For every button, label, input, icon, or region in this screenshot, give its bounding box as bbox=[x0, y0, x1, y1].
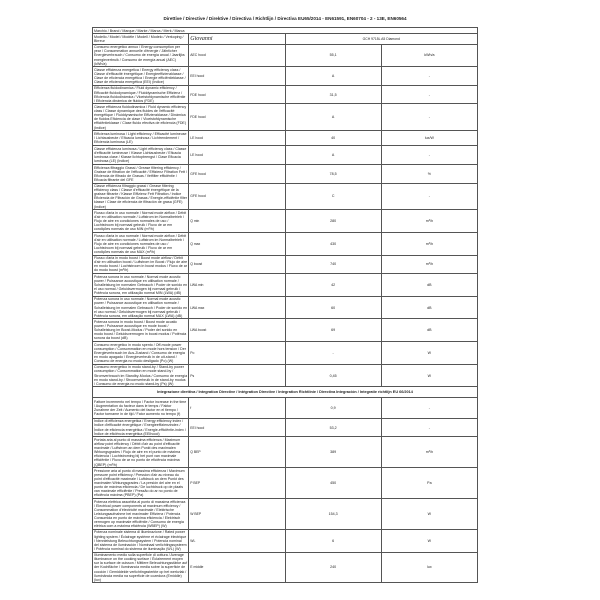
spec-unit: lux/W bbox=[381, 131, 477, 146]
spec-value: 0,45 bbox=[285, 364, 381, 387]
spec-value: 6 bbox=[285, 529, 381, 552]
spec-description: Consumo energetico annuo / Energy consumption per year / Consommation annuelle d'énergie / Jährlicher Energieverbrauch / Consumo de energía anual / Jaarlijks energieverbruik / Consumo de energía anual (AEC) (kWh/a) bbox=[93, 44, 189, 67]
spec-description: Portata aria al punto di massima efficienza / Maximum airflow point efficiency / Débit d'air au point d'efficacité maximale / Luftstrom an dem Punkt des maximalen Wirkungsgrades / Flujo de aire en el punto de máxima eficiencia / Luchtstroming bij het punt van maximale efficiëntie / Fluxo de ar no ponto de eficiência máxima (QBEP) (m³/h) bbox=[93, 437, 189, 468]
spec-unit: - bbox=[381, 397, 477, 418]
spec-symbol: LWA max bbox=[189, 296, 285, 319]
spec-value: 450 bbox=[285, 468, 381, 499]
spec-value: 69 bbox=[285, 319, 381, 342]
spec-row bbox=[93, 131, 478, 146]
spec-row bbox=[93, 364, 478, 387]
spec-symbol: Q max bbox=[189, 232, 285, 255]
spec-row bbox=[93, 397, 478, 418]
brand-value: Giovanni bbox=[190, 35, 213, 42]
spec-unit: - bbox=[381, 146, 477, 165]
spec-row bbox=[93, 552, 478, 583]
spec-symbol: LWA min bbox=[189, 274, 285, 297]
spec-description: Flusso d'aria in uso normale / Normal mode airflow / Débit d'air en utilisation normale / Luftstrom im Normalbetrieb / Flujo de aire en condiciones normales de uso / Luchtstroom bij normaal gebruik / Fluxo de ar em condições normais de uso MAX (m³/h) bbox=[93, 232, 189, 255]
spec-unit: kWh/a bbox=[381, 44, 477, 67]
spec-value: 389 bbox=[285, 437, 381, 468]
spec-row bbox=[93, 146, 478, 165]
spec-description: Pressione aria al punto di massima efficienza / Maximum pressure point efficiency / Pression d'air au niveau du point d'efficacité maximale / Luftdruck an dem Punkt des maximalen Wirkungsgrades / La presión del aire en el punto de máxima eficiencia / De luchtdruck op de plaats van maximale efficiëntie / Pressão do ar no ponto de eficiência máxima (PBEP) (Pa) bbox=[93, 468, 189, 499]
spec-unit: dB bbox=[381, 296, 477, 319]
spec-description: Potenza nominale sistema di illuminazione / Rated power lighting system / Éclairage système et éclairage électrique / Nennleistung Beleuchtungssystem / Potencia nominal del sistema de iluminación / Nominaal verlichtingssysteem / Potência nominal do sistema de iluminação (WL) (W) bbox=[93, 529, 189, 552]
spec-description: Efficienza fluidodinamica / Fluid dynamic efficiency / Efficacité fluidodynamique / Fluiddynamische Effizienz / Eficiencia fluidodinámica / Vloeistofdynamische efficiëntie / Eficiencia dinámica de fluidos (FDE) bbox=[93, 85, 189, 104]
spec-value: 740 bbox=[285, 255, 381, 274]
spec-value: A bbox=[285, 104, 381, 131]
spec-description: Illuminamento medio sulla superficie di cottura / Average illuminance on the cooking surface / Éclairement moyen sur la surface de cuisson / Mittlere Beleuchtungsstärke auf der Kochfläche / Iluminancia media sobre la superficie de cocción / Gemiddelde verlichtingssterkte op het werkvlak / Iluminância media na superfície de cozedura (Emiddle) (lux) bbox=[94, 553, 188, 582]
spec-row bbox=[93, 274, 478, 297]
spec-row bbox=[93, 319, 478, 342]
spec-description: Classe efficienza energetica / Energy efficiency class / Classe d'efficacité énergétique / Energieeffizienzklasse / Clase de eficiencia energética / Energie efficiëntieklasse / Clase de eficiencia energética (EEI) (Indice) bbox=[93, 67, 189, 86]
spec-symbol: LWA boost bbox=[189, 319, 285, 342]
spec-symbol: AEC hood bbox=[189, 44, 285, 67]
specification-table bbox=[92, 27, 478, 583]
spec-description: Potenza sonora in uso normale / Normal mode acustic power / Puissance acoustique en utilisation normale / Schalleistung im normalen Gebrauch / Poder de sonido en el uso normal / Geluidsvermogen bij normaal gebruik / Potência sonora, em utilização normal MIN (LWA) (dB) bbox=[94, 274, 188, 296]
spec-value: 60 bbox=[285, 296, 381, 319]
spec-row bbox=[93, 529, 478, 552]
spec-value: 78,5 bbox=[285, 164, 381, 183]
spec-value: 42 bbox=[285, 274, 381, 297]
section-header-row bbox=[93, 387, 478, 397]
spec-unit: - bbox=[381, 418, 477, 437]
spec-symbol: P BEP bbox=[189, 468, 285, 499]
spec-row bbox=[93, 210, 478, 233]
spec-description: Consumo energetico in modo spento / Off-mode power consumption / Consommation en mode hors tension / Der Energieverbrauch im Aus-Zustand / Consumo de energía en modo apagado / Energieverbruik in de uit-stand / Consumo de energia no modo desligado (Po) (W) bbox=[93, 342, 189, 365]
spec-symbol: EEI hood bbox=[189, 67, 285, 86]
spec-unit: - bbox=[381, 85, 477, 104]
spec-row bbox=[93, 437, 478, 468]
spec-description: Classe efficienza filtraggio grassi / Grease filtering efficiency class / Classe d'efficacité énergétique de la graisse filtrante / Klasse Effizienz Fett Filtration / Indice Eficiencia de Filtración de Grasas / Energie-efficiëntie filter klasse / Clase de eficiencia de filtración de grasa (GFE) (Indice) bbox=[94, 184, 188, 209]
spec-row bbox=[93, 104, 478, 131]
spec-symbol: Q boost bbox=[189, 255, 285, 274]
spec-symbol: GFE hood bbox=[189, 183, 285, 210]
spec-unit: dB bbox=[381, 274, 477, 297]
spec-row bbox=[93, 342, 478, 365]
spec-row bbox=[93, 255, 478, 274]
spec-unit: dB bbox=[381, 319, 477, 342]
spec-description: Classe efficienza luminosa / Light efficiency class / Classe d'efficacité lumineuse / Klasse Lichtausbeute / Eficacia luminosa clase / Klasse lichtopbrengst / Clase Eficacia luminosa (LE) (Indice) bbox=[93, 146, 189, 165]
brand-label: Marchio / Brand / Marque / Marke / Marca / Merk / Marca bbox=[93, 28, 478, 34]
model-label: Modello / Model / Modèle / Modell / Modelo / Verkoping / Birreur bbox=[93, 34, 189, 44]
spec-value: C bbox=[285, 183, 381, 210]
energy-label-document bbox=[92, 16, 478, 583]
spec-unit: - bbox=[381, 183, 477, 210]
spec-unit: W bbox=[381, 364, 477, 387]
spec-description: Classe efficienza fluidodinamica / Fluid dynamic efficiency class / Classe dynamique des fluides de l'efficacité énergétique / Fluiddynamische Effizienzklasse / Dinámica de fluidos Eficiencia de clase / Vloeistofdynamische efficiëntieklasse / Clase fluido efectiva de eficiencia (FDE) (Indice) bbox=[93, 104, 189, 131]
spec-row bbox=[93, 67, 478, 86]
brand-logo bbox=[189, 34, 285, 44]
spec-unit: Pa bbox=[381, 468, 477, 499]
spec-description: Potenza elettrica assorbita al punto di massima efficienza / Electrical power components at maximum efficiency / Consommation d'électricité maximale / Elektrische Leistungsaufnahme bei maximaler Effizienz / Potencia Consumida en punto de máxima eficiencia / Elektrisch vermogen op maximale efficiëntie / Consumo de energia elétrica com a máxima eficiência (WBEP) (W) bbox=[93, 499, 189, 530]
spec-description: Efficienza luminosa / Light efficiency / Efficacité lumineuse / Lichtausbeute / Eficacia luminosa / Lichtrendement / Eficiencia luminosa (LE) bbox=[93, 131, 189, 146]
spec-description: Potenza sonora in uso normale / Normal mode acustic power / Puissance acoustique en utilisation normale / Schalleistung im normalen Gebrauch / Poder de sonido en el uso normal / Geluidsvermogen bij normaal gebruik / Potência sonora, em utilização normal MAX (LWA) (dB) bbox=[94, 297, 188, 318]
spec-description: Efficienza filtraggio Grassi / Grease filtering efficiency / Graisse de filtration de l'efficacité / Effizienz Filtration Fett / Eficiencia de filtrado de Grasas / Vetfilter efficiëntie / Eficacia filtrante del GFE bbox=[94, 165, 188, 182]
spec-value: A bbox=[285, 67, 381, 86]
spec-symbol: E middle bbox=[189, 552, 285, 583]
spec-value: 31,5 bbox=[285, 85, 381, 104]
spec-description: Fattore incremento nel tempo / Factor increase in the time / Augmentation du facteur dans le temps / Faktor Zunahme der Zeit / Aumento del factor en el tiempo / Factor toename in de tijd / Fator aumento no tempo (f) bbox=[93, 397, 189, 418]
spec-description: Flusso d'aria in modo boost / Boost mode airflow / Débit d'air en utilisation boost / Luftstrom im Boost / Flujo de aire en modo boost / Luchtstroom in boost modus / Fluxo de ar do modo boost (m³/h) bbox=[94, 256, 188, 273]
spec-value: 280 bbox=[285, 210, 381, 233]
spec-symbol: f bbox=[189, 397, 285, 418]
spec-row bbox=[93, 468, 478, 499]
spec-unit: % bbox=[381, 164, 477, 183]
spec-value: A bbox=[285, 146, 381, 165]
spec-value: 430 bbox=[285, 232, 381, 255]
spec-symbol: EEI hood bbox=[189, 418, 285, 437]
spec-unit: - bbox=[381, 104, 477, 131]
spec-symbol: Q min bbox=[189, 210, 285, 233]
spec-row bbox=[93, 418, 478, 437]
spec-value: - bbox=[285, 342, 381, 365]
spec-description: Indice di efficienza energetica / Energy efficiency index / Indice d'efficacité énergétique / Energieeffizienzindex / Índice de eficiencia energética / Energie-efficiëntie-index / Índice de eficiência energética (EEIhood) bbox=[93, 418, 189, 437]
spec-symbol: LE hood bbox=[189, 146, 285, 165]
spec-value: 55,1 bbox=[285, 44, 381, 67]
spec-row bbox=[93, 296, 478, 319]
spec-unit: m³/h bbox=[381, 437, 477, 468]
spec-symbol: Ps bbox=[189, 364, 285, 387]
document-title: Direttive / Directive / Direktive / Directiva / Richtlijn / Directiva EU65/2014 - EN61591, EN60704 - 2 - 13E, EN60564 bbox=[163, 16, 407, 21]
spec-row bbox=[93, 44, 478, 67]
spec-symbol: WL bbox=[189, 529, 285, 552]
spec-symbol: FDE hood bbox=[189, 85, 285, 104]
spec-symbol: Q BEP bbox=[189, 437, 285, 468]
spec-value: 154,3 bbox=[285, 499, 381, 530]
spec-symbol: Po bbox=[189, 342, 285, 365]
model-row bbox=[93, 34, 478, 44]
spec-row bbox=[93, 232, 478, 255]
spec-unit: m³/h bbox=[381, 232, 477, 255]
spec-value: 40 bbox=[285, 131, 381, 146]
spec-unit: W bbox=[381, 499, 477, 530]
spec-row bbox=[93, 85, 478, 104]
spec-unit: W bbox=[381, 342, 477, 365]
spec-row bbox=[93, 164, 478, 183]
spec-symbol: W BEP bbox=[189, 499, 285, 530]
spec-row bbox=[93, 183, 478, 210]
spec-description: Potenza sonora in modo boost / Boost mode acustic power / Puissance acoustique en mode boost / Schalleistung im Boost-Modus / Poder del sonido en modo boost / Geluidsvermogen in boost modus / Potência sonora da boost (dB) bbox=[93, 319, 189, 342]
spec-unit: W bbox=[381, 529, 477, 552]
spec-symbol: FDE hood bbox=[189, 104, 285, 131]
spec-unit: m³/h bbox=[381, 210, 477, 233]
spec-description: Consumo energetico in modo stand-by / Stand-by power consumption / Consommation en mode stand-by / Stromverbrauch im Standby-Modus / Consumo de energía en modo stand-by / Stroomverbruik in de stand-by modus / Consumo de energia no modo stand-by (Ps) (W) bbox=[94, 365, 188, 386]
model-value: GCH 9715L A5 Diamond bbox=[285, 34, 478, 44]
spec-value: 53,2 bbox=[285, 418, 381, 437]
spec-value: 240 bbox=[285, 552, 381, 583]
spec-row bbox=[93, 499, 478, 530]
spec-unit: - bbox=[381, 67, 477, 86]
section-title: Integrazione direttiva / Integration Directive / Intégration Directive / Integration Richtlinie / Directiva Integración / Integratie richtlijn EU 66/2014 bbox=[93, 387, 478, 397]
spec-symbol: GFE hood bbox=[189, 164, 285, 183]
spec-unit: m³/h bbox=[381, 255, 477, 274]
spec-value: 0,9 bbox=[285, 397, 381, 418]
spec-unit: lux bbox=[381, 552, 477, 583]
spec-symbol: LE hood bbox=[189, 131, 285, 146]
spec-description: Flusso d'aria in uso normale / Normal mode airflow / Débit d'air en utilisation normale / Luftstrom im Normalbetrieb / Flujo de aire en condiciones normales de uso / Luchtstroom bij normaal gebruik / Fluxo de ar em condições normais de uso MIN (m³/h) bbox=[93, 210, 189, 233]
